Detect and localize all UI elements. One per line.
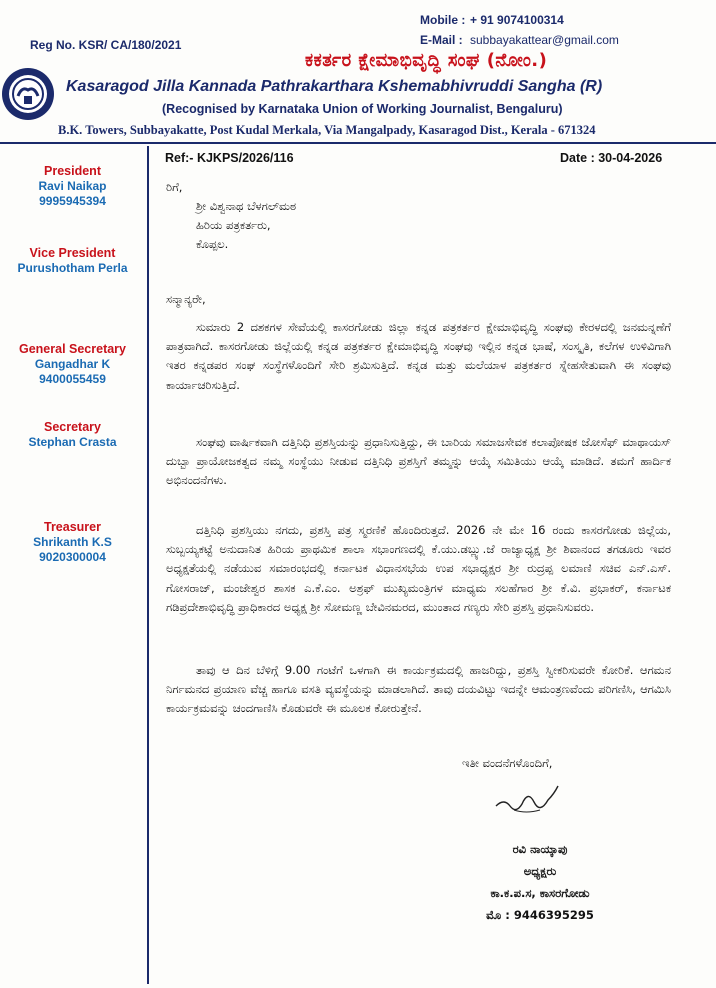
email-value: subbayakattear@gmail.com — [470, 33, 619, 47]
reference-number: Ref:- KJKPS/2026/116 — [165, 151, 294, 165]
paragraph-3: ದತ್ತಿನಿಧಿ ಪ್ರಶಸ್ತಿಯು ನಗದು, ಪ್ರಶಸ್ತಿ ಪತ್ರ ಸ್ಮರಣಿಕೆ ಹೊಂದಿರುತ್ತದೆ. 2026 ನೇ ಮೇ 16 ರಂದು ಕಾಸರಗೋಡು ಜಿಲ್ಲೆಯ, ಸುಬ್ಬಯ್ಯಕಟ್ಟೆ ಅನುದಾನಿತ ಹಿರಿಯ ಪ್ರಾಥಮಿಕ ಶಾಲಾ ಸಭಾಂಗಣದಲ್ಲಿ ಕೆ.ಯು.ಡಬ್ಲ್ಯು.ಜೆ ರಾಜ್ಯಾಧ್ಯಕ್ಷ ಶ್ರೀ ಶಿವಾನಂದ ತಗಡೂರು ಇವರ ಅಧ್ಯಕ್ಷತೆಯಲ್ಲಿ ನಡೆಯುವ ಸಮಾರಂಭದಲ್ಲಿ ಕರ್ನಾಟಕ ವಿಧಾನಸಭೆಯ ಉಪ ಸಭಾಧ್ಯಕ್ಷರ ಶ್ರೀ ರುದ್ರಪ್ಪ ಲಮಾಣಿ ಸಚಿವ ಎನ್.ಎಸ್. ಗೋಸರಾಜ್, ಮಂಜೇಶ್ವರ ಶಾಸಕ ಎ.ಕೆ.ಎಂ. ಅಶ್ರಫ್ ಮುಖ್ಯಮಂತ್ರಿಗಳ ಮಾಧ್ಯಮ ಸಲಹೆಗಾರ ಶ್ರೀ ಕೆ.ವಿ. ಪ್ರಭಾಕರ್, ಕರ್ನಾಟಕ ಗಡಿಪ್ರದೇಶಾಭಿವೃದ್ಧಿ ಪ್ರಾಧಿಕಾರದ ಅಧ್ಯಕ್ಷ ಶ್ರೀ ಸೋಮಣ್ಣ ಬೇವಿನಮರದ, ಮುಂತಾದ ಗಣ್ಯರು ಸೇರಿ ಪ್ರಶಸ್ತಿ ಪ್ರಧಾನಿಸುವರು. — [166, 523, 671, 614]
signatory-role: ಅಧ್ಯಕ್ಷರು — [523, 864, 557, 878]
member-phone: 9400055459 — [39, 372, 106, 386]
org-logo-icon — [0, 66, 56, 122]
sidebar-president — [0, 164, 145, 209]
role-label: Treasurer — [44, 520, 101, 534]
signature-icon — [492, 780, 562, 820]
contact-block — [420, 10, 619, 50]
registration-number: Reg No. KSR/ CA/180/2021 — [30, 38, 182, 52]
closing-line: ಇತೀ ವಂದನೆಗಳೊಂದಿಗೆ, — [462, 756, 553, 770]
signatory-name: ರವಿ ನಾಯ್ಕಾಪು — [512, 842, 568, 856]
org-title-kannada: ಕಕರ್ತರ ಕ್ಷೇಮಾಭಿವೃದ್ಧಿ ಸಂಘ (ನೋಂ.) — [305, 50, 548, 71]
sidebar-vice-president — [0, 246, 145, 276]
member-phone: 9995945394 — [39, 194, 106, 208]
letter-date: Date : 30-04-2026 — [560, 151, 663, 165]
recognition-line: (Recognised by Karnataka Union of Working Journalist, Bengaluru) — [162, 102, 563, 116]
member-name: Shrikanth K.S — [33, 535, 112, 549]
org-address: B.K. Towers, Subbayakatte, Post Kudal Merkala, Via Mangalpady, Kasaragod Dist., Kerala - 671324 — [58, 123, 596, 137]
header-divider — [0, 142, 716, 144]
recipient-place: ಕೊಪ್ಪಲ. — [196, 237, 229, 251]
recipient-block — [166, 178, 296, 254]
mobile-value: + 91 9074100314 — [470, 13, 564, 27]
role-label: Vice President — [29, 246, 116, 260]
sidebar-divider — [147, 146, 149, 984]
signatory-org: ಕಾ.ಕ.ಪ.ಸ, ಕಾಸರಗೋಡು — [490, 886, 590, 900]
recipient-label: ರಿಗೆ, — [166, 180, 183, 194]
sidebar-general-secretary — [0, 342, 145, 387]
paragraph-4: ತಾವು ಆ ದಿನ ಬೆಳಿಗ್ಗೆ 9.00 ಗಂಟೆಗೆ ಒಳಗಾಗಿ ಈ ಕಾರ್ಯಕ್ರಮದಲ್ಲಿ ಹಾಜರಿದ್ದು, ಪ್ರಶಸ್ತಿ ಸ್ವೀಕರಿಸುವರೇ ಕೋರಿಕೆ. ಆಗಮನ ನಿರ್ಗಮನದ ಪ್ರಯಾಣ ವೆಚ್ಚ ಹಾಗೂ ವಸತಿ ವ್ಯವಸ್ಥೆಯನ್ನು ಮಾಡಲಾಗಿದೆ. ತಾವು ದಯವಿಟ್ಟು ಇದನ್ನೇ ಆಮಂತ್ರಣವೆಂದು ಪರಿಗಣಿಸಿ, ಆಗಮಿಸಿ ಕಾರ್ಯಕ್ರಮವನ್ನು ಚಂದಗಾಣಿಸಿ ಕೊಡುವರೇ ಈ ಮೂಲಕ ಕೋರುತ್ತೇನೆ. — [166, 663, 671, 716]
signatory-block — [470, 838, 610, 926]
sidebar-treasurer — [0, 520, 145, 565]
member-name: Ravi Naikap — [38, 179, 107, 193]
sidebar-secretary — [0, 420, 145, 450]
role-label: General Secretary — [18, 342, 126, 356]
email-label: E-Mail : — [420, 33, 463, 47]
member-name: Purushotham Perla — [17, 261, 128, 275]
recipient-title: ಹಿರಿಯ ಪತ್ರಕರ್ತರು, — [196, 218, 271, 232]
paragraph-1: ಸುಮಾರು 2 ದಶಕಗಳ ಸೇವೆಯಲ್ಲಿ ಕಾಸರಗೋಡು ಜಿಲ್ಲಾ ಕನ್ನಡ ಪತ್ರಕರ್ತರ ಕ್ಷೇಮಾಭಿವೃದ್ಧಿ ಸಂಘವು ಕೇರಳದಲ್ಲಿ ಜನಮನ್ನಣೆಗೆ ಪಾತ್ರವಾಗಿದೆ. ಕಾಸರಗೋಡು ಜಿಲ್ಲೆಯಲ್ಲಿ ಕನ್ನಡ ಪತ್ರಕರ್ತರ ಕ್ಷೇಮಾಭಿವೃದ್ಧಿ ಸಂಘವು ಇಲ್ಲಿನ ಕನ್ನಡ ಭಾಷೆ, ಸಂಸ್ಕೃತಿ, ಕಲೆಗಳ ಉಳಿವಿಗಾಗಿ ಇತರ ಕನ್ನಡಪರ ಸಂಘ ಸಂಸ್ಥೆಗಳೊಂದಿಗೆ ಸೇರಿ ಶ್ರಮಿಸುತ್ತಿದೆ. ಕನ್ನಡ ಮತ್ತು ಮಲೆಯಾಳ ಪತ್ರಕರ್ತರ ಸ್ನೇಹಸೇತುವಾಗಿ ಈ ಸಂಘವು ಕಾರ್ಯಾಚರಿಸುತ್ತಿದೆ. — [166, 320, 671, 392]
paragraph-2: ಸಂಘವು ವಾರ್ಷಿಕವಾಗಿ ದತ್ತಿನಿಧಿ ಪ್ರಶಸ್ತಿಯನ್ನು ಪ್ರಧಾನಿಸುತ್ತಿದ್ದು, ಈ ಬಾರಿಯ ಸಮಾಜಸೇವಕ ಕಲಾಪೋಷಕ ಜೋಸೆಫ್ ಮಾಥಾಯಸ್ ದುಬ್ಬಾ ಪ್ರಾಯೋಜಕತ್ವದ ನಮ್ಮ ಸಂಸ್ಥೆಯು ನೀಡುವ ದತ್ತಿನಿಧಿ ಪ್ರಶಸ್ತಿಗೆ ತಮ್ಮನ್ನು ಆಯ್ಕೆ ಸಮಿತಿಯು ಆಯ್ಕೆ ಮಾಡಿದೆ. ತಮಗೆ ಹಾರ್ದಿಕ ಅಭಿನಂದನೆಗಳು. — [166, 435, 671, 488]
role-label: President — [44, 164, 101, 178]
org-title-english: Kasaragod Jilla Kannada Pathrakarthara Kshemabhivruddi Sangha (R) — [66, 78, 603, 95]
salutation: ಸನ್ಮಾನ್ಯರೇ, — [166, 292, 206, 306]
mobile-label: Mobile : — [420, 13, 466, 27]
recipient-name: ಶ್ರೀ ವಿಶ್ವನಾಥ ಬೆಳಗಲ್‌ಮಠ — [196, 199, 297, 213]
member-phone: 9020300004 — [39, 550, 106, 564]
signatory-phone: ಮೊ : 9446395295 — [486, 908, 594, 922]
member-name: Gangadhar K — [34, 357, 111, 371]
role-label: Secretary — [44, 420, 101, 434]
member-name: Stephan Crasta — [28, 435, 117, 449]
